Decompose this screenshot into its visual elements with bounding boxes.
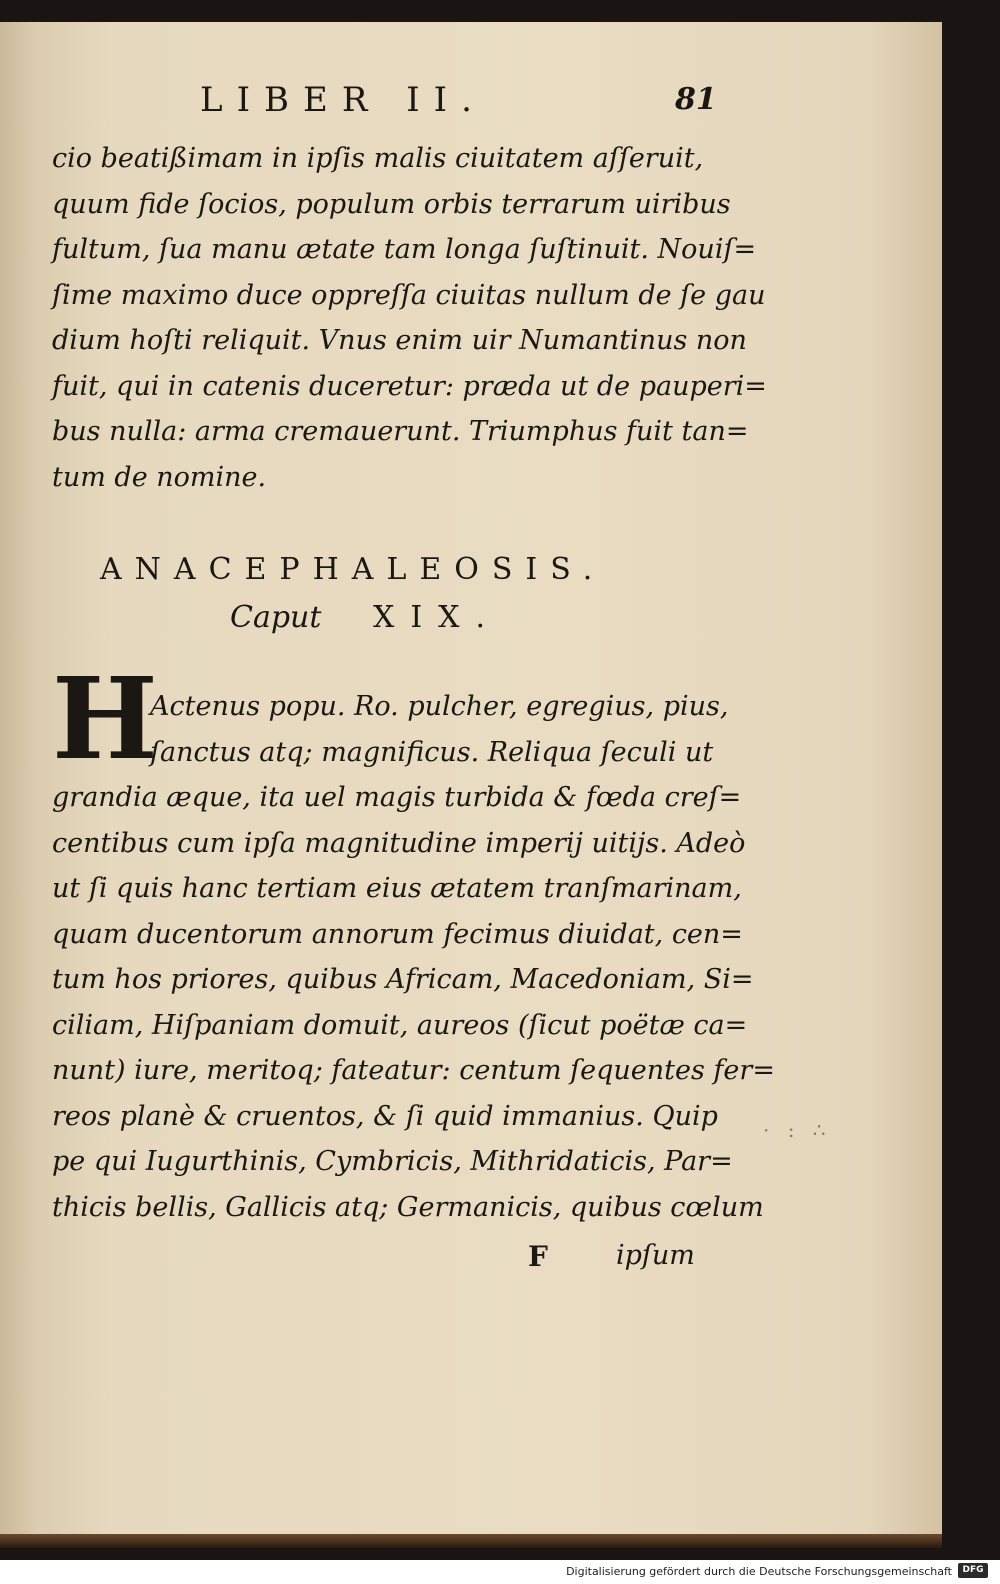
footer-credit: Digitalisierung gefördert durch die Deutsche Forschungsgemeinschaft <box>566 1565 952 1578</box>
text-line: centibus cum ipſa magnitudine imperij uitijs. Adeò <box>52 827 746 859</box>
text-line: quam ducentorum annorum fecimus diuidat, cen= <box>52 918 743 950</box>
text-line: fultum, ſua manu ætate tam longa ſuſtinuit. Nouiſ= <box>52 234 757 265</box>
text-block-main <box>52 775 775 1230</box>
text-line: ſanctus atq; magnificus. Reliqua ſeculi ut <box>150 736 714 768</box>
text-line: dium hoſti reliquit. Vnus enim uir Numantinus non <box>52 325 747 356</box>
dfg-logo-icon: DFG <box>958 1563 988 1578</box>
text-line: fuit, qui in catenis duceretur: præda ut de pauperi= <box>52 370 767 402</box>
chapter-heading: ANACEPHALEOSIS. <box>100 552 606 587</box>
text-line: nunt) iure, meritoq; fateatur: centum ſequentes fer= <box>52 1055 775 1086</box>
page-number: 81 <box>675 82 717 117</box>
drop-cap-initial: H <box>52 654 158 785</box>
text-line: reos planè & cruentos, & ſi quid immanius. Quip <box>52 1100 718 1132</box>
chapter-number <box>230 600 501 635</box>
caput-word: Caput <box>230 600 322 635</box>
caput-number: XIX. <box>372 600 502 635</box>
text-line: tum hos priores, quibus Africam, Macedoniam, Si= <box>52 964 754 995</box>
text-line: ciliam, Hiſpaniam domuit, aureos (ſicut poëtæ ca= <box>52 1009 748 1041</box>
text-line: cio beatißimam in ipſis malis ciuitatem aſſeruit, <box>52 143 704 174</box>
text-block-first-lines <box>150 684 729 775</box>
signature-mark: F <box>528 1240 548 1273</box>
text-line: tum de nomine. <box>52 461 267 493</box>
catchword: ipſum <box>616 1240 695 1271</box>
text-line: thicis bellis, Gallicis atq; Germanicis, quibus cœlum <box>52 1191 764 1223</box>
text-block-top <box>52 136 767 500</box>
text-line: bus nulla: arma cremauerunt. Triumphus fuit tan= <box>52 416 749 447</box>
text-line: Actenus popu. Ro. pulcher, egregius, pius, <box>150 691 729 722</box>
text-line: ut ſi quis hanc tertiam eius ætatem tranſmarinam, <box>52 873 742 904</box>
running-title: LIBER II. <box>200 80 486 120</box>
text-line: grandia æque, ita uel magis turbida & fœda creſ= <box>52 782 742 813</box>
show-through-marks: · : ∴ <box>763 1118 832 1142</box>
text-line: ſime maximo duce oppreſſa ciuitas nullum de ſe gau <box>52 279 766 311</box>
text-line: pe qui Iugurthinis, Cymbricis, Mithridaticis, Par= <box>52 1146 733 1177</box>
text-line: quum fide ſocios, populum orbis terrarum uiribus <box>52 188 731 220</box>
running-head <box>200 80 720 124</box>
page-bottom-edge <box>0 1534 942 1548</box>
